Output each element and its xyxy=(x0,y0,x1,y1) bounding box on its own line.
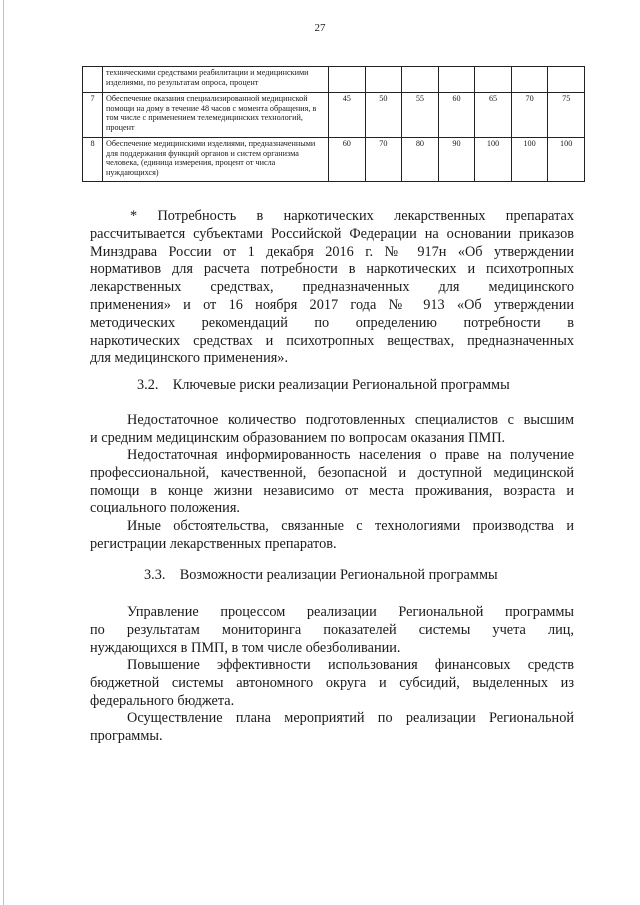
value-cell xyxy=(438,67,475,93)
text-line: федерального бюджета. xyxy=(90,692,235,709)
value-cell xyxy=(329,67,366,93)
text-line: Осуществление плана мероприятий по реализации Региональной xyxy=(127,710,574,726)
paragraph xyxy=(90,447,574,518)
indicator-name: Обеспечение медицинскими изделиями, предназначенными для поддержания функций органов и систем организма человека, (единица измерения, процент от числа нуждающихся) xyxy=(103,138,329,182)
value-cell: 65 xyxy=(475,93,512,138)
scan-edge-line xyxy=(3,0,4,905)
value-cell xyxy=(475,67,512,93)
text-line: профессиональной, качественной, безопасной и доступной медицинской xyxy=(90,464,574,481)
text-line: бюджетной системы автономного округа и субсидий, выделенных из xyxy=(90,674,574,691)
text-line: Повышение эффективности использования финансовых средств xyxy=(127,657,574,673)
paragraph xyxy=(90,518,574,554)
paragraph xyxy=(90,710,574,746)
section-number: 3.2. xyxy=(137,377,159,393)
value-cell: 60 xyxy=(438,93,475,138)
indicator-name: Обеспечение оказания специализированной медицинской помощи на дому в течение 48 часов с момента обращения, в том числе с применением телемедицинских технологий, процент xyxy=(103,93,329,138)
text-line: по результатам мониторинга показателей системы учета лиц, xyxy=(90,621,574,638)
text-line: социального положения. xyxy=(90,500,240,517)
section-title: Ключевые риски реализации Региональной программы xyxy=(172,377,510,393)
text-line: лекарственных средствах, предназначенных для медицинского xyxy=(90,279,574,296)
value-cell: 70 xyxy=(365,138,402,182)
row-number xyxy=(83,67,103,93)
text-line: помощи в конце жизни независимо от места проживания, возраста и xyxy=(90,482,574,499)
value-cell xyxy=(511,67,548,93)
row-number: 8 xyxy=(83,138,103,182)
value-cell: 100 xyxy=(548,138,585,182)
section-title: Возможности реализации Региональной программы xyxy=(179,567,498,583)
value-cell: 100 xyxy=(511,138,548,182)
footnote xyxy=(90,208,574,368)
value-cell: 45 xyxy=(329,93,366,138)
table-row xyxy=(83,138,585,182)
text-line: и средним медицинским образованием по вопросам оказания ПМП. xyxy=(90,429,506,446)
text-line: * Потребность в наркотических лекарственных препаратах xyxy=(130,208,574,224)
value-cell: 90 xyxy=(438,138,475,182)
text-line: методических рекомендаций по определению потребности в xyxy=(90,314,574,331)
text-line: применения» и от 16 ноября 2017 года № 913 «Об утверждении xyxy=(90,296,574,313)
paragraph xyxy=(90,412,574,448)
table-row xyxy=(83,93,585,138)
value-cell: 50 xyxy=(365,93,402,138)
page-number: 27 xyxy=(314,22,326,34)
text-line: наркотических средствах и психотропных веществах, предназначенных xyxy=(90,332,574,349)
text-line: рассчитывается субъектами Российской Федерации на основании приказов xyxy=(90,225,574,242)
value-cell: 55 xyxy=(402,93,439,138)
section-number: 3.3. xyxy=(144,567,166,583)
text-line: Недостаточное количество подготовленных специалистов с высшим xyxy=(127,412,574,428)
paragraph xyxy=(90,604,574,657)
text-line: для медицинского применения». xyxy=(90,350,289,367)
text-line: Управление процессом реализации Региональной программы xyxy=(127,604,574,620)
indicators-table xyxy=(82,66,585,182)
value-cell: 60 xyxy=(329,138,366,182)
value-cell xyxy=(548,67,585,93)
paragraph xyxy=(90,657,574,710)
text-line: регистрации лекарственных препаратов. xyxy=(90,535,337,552)
value-cell: 75 xyxy=(548,93,585,138)
section-heading-3-3 xyxy=(144,567,498,584)
value-cell: 70 xyxy=(511,93,548,138)
value-cell: 100 xyxy=(475,138,512,182)
value-cell xyxy=(365,67,402,93)
value-cell xyxy=(402,67,439,93)
text-line: нормативов для расчета потребности в наркотических и психотропных xyxy=(90,261,574,278)
section-heading-3-2 xyxy=(137,377,510,394)
table-row xyxy=(83,67,585,93)
text-line: Минздрава России от 1 декабря 2016 г. № 917н «Об утверждении xyxy=(90,243,574,260)
value-cell: 80 xyxy=(402,138,439,182)
text-line: Иные обстоятельства, связанные с технологиями производства и xyxy=(127,518,574,534)
text-line: программы. xyxy=(90,727,163,744)
text-line: нуждающихся в ПМП, в том числе обезболивании. xyxy=(90,639,401,656)
row-number: 7 xyxy=(83,93,103,138)
indicator-name: техническими средствами реабилитации и медицинскими изделиями, по результатам опроса, процент xyxy=(103,67,329,93)
text-line: Недостаточная информированность населения о праве на получение xyxy=(127,447,574,463)
